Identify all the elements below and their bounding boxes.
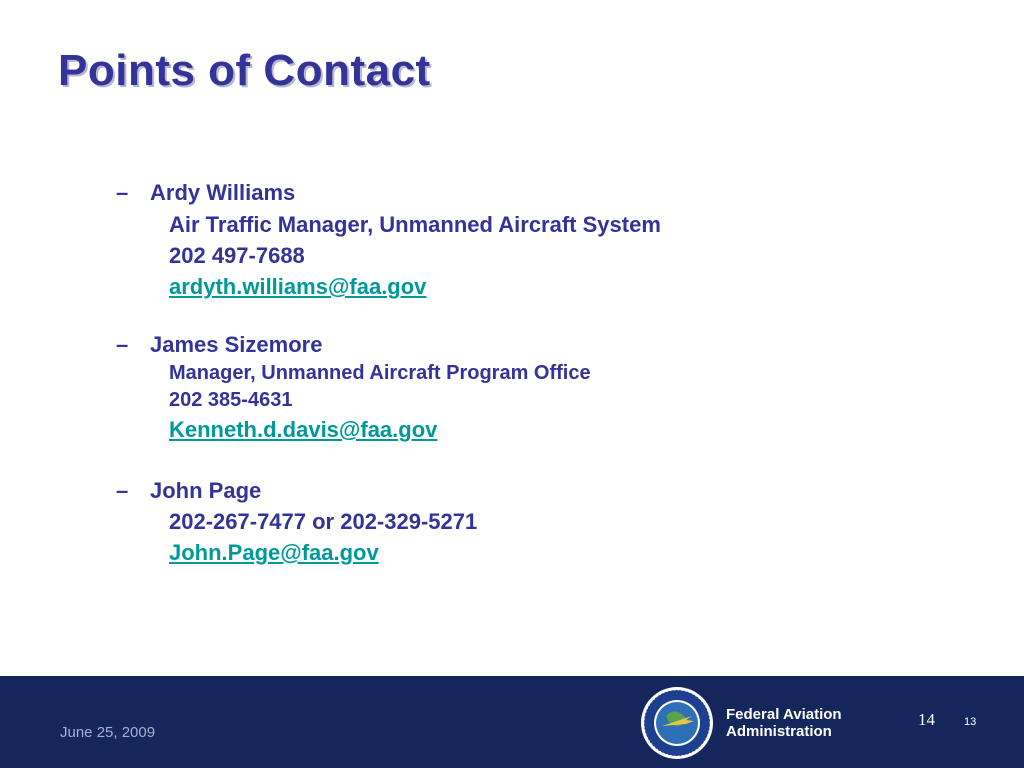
footer-bar (0, 676, 1024, 768)
bullet-dash: – (116, 478, 129, 503)
agency-name-line1: Federal Aviation (726, 706, 842, 723)
contact-name: James Sizemore (150, 332, 323, 357)
contact-email-link[interactable]: Kenneth.d.davis@faa.gov (169, 417, 438, 442)
page-number: 13 (964, 716, 977, 728)
bullet-dash: – (116, 332, 129, 357)
faa-seal-logo-icon (640, 686, 714, 760)
bullet-dash: – (116, 180, 129, 205)
contact-phone: 202 385-4631 (169, 389, 293, 411)
contact-email-link[interactable]: John.Page@faa.gov (169, 540, 379, 565)
agency-name (726, 706, 842, 740)
slide-title: Points of Contact (58, 46, 431, 95)
contact-title: Manager, Unmanned Aircraft Program Office (169, 362, 591, 384)
contact-phone: 202-267-7477 or 202-329-5271 (169, 509, 478, 534)
contact-email-link[interactable]: ardyth.williams@faa.gov (169, 274, 427, 299)
slide-number: 14 (918, 710, 935, 729)
contact-name: Ardy Williams (150, 180, 296, 205)
footer-date: June 25, 2009 (60, 724, 156, 741)
contact-title: Air Traffic Manager, Unmanned Aircraft System (169, 212, 661, 237)
contact-phone: 202 497-7688 (169, 243, 305, 268)
agency-name-line2: Administration (726, 723, 832, 740)
contact-name: John Page (150, 478, 262, 503)
